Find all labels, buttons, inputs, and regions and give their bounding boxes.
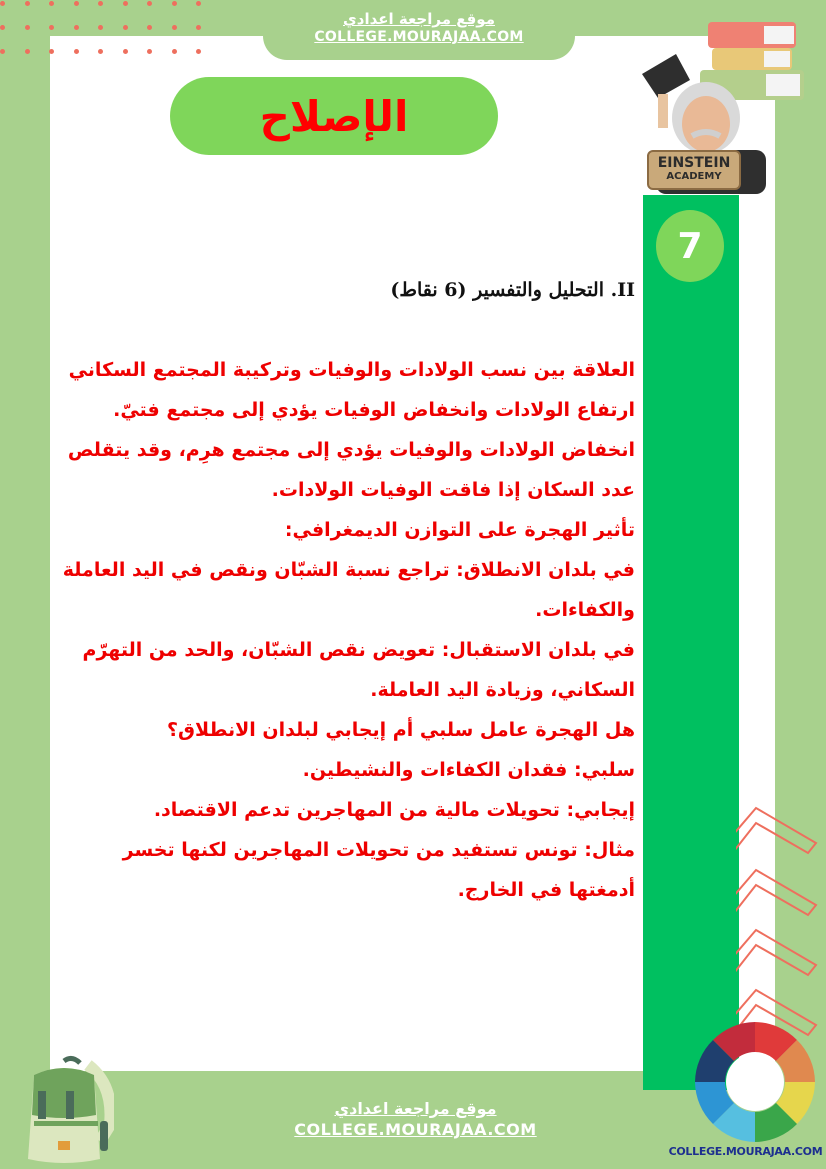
answer-line: السكاني، وزيادة اليد العاملة. <box>370 679 635 701</box>
answer-line: انخفاض الولادات والوفيات يؤدي إلى مجتمع هرِم، وقد يتقلص <box>67 439 635 461</box>
chevron-up-decoration-icon <box>736 793 826 1043</box>
answer-line: سلبي: فقدان الكفاءات والنشيطين. <box>302 759 635 781</box>
decorative-dot <box>147 49 152 54</box>
decorative-dot <box>196 25 201 30</box>
document-body <box>62 270 635 910</box>
decorative-dots <box>0 0 200 56</box>
decorative-dot <box>123 25 128 30</box>
decorative-dot <box>98 49 103 54</box>
answer-line: العلاقة بين نسب الولادات والوفيات وتركيبة المجتمع السكاني <box>68 359 635 381</box>
answer-lines <box>62 350 635 910</box>
footer-site-name[interactable]: موقع مراجعة اعدادي <box>334 1099 497 1118</box>
decorative-dot <box>49 49 54 54</box>
decorative-dot <box>25 49 30 54</box>
decorative-dot <box>123 1 128 6</box>
answer-line: ارتفاع الولادات وانخفاض الوفيات يؤدي إلى مجتمع فتيّ. <box>113 399 635 421</box>
answer-line: هل الهجرة عامل سلبي أم إيجابي لبلدان الانطلاق؟ <box>167 719 635 741</box>
page-title: الإصلاح <box>259 91 409 141</box>
answer-line: أدمغتها في الخارج. <box>457 879 635 901</box>
page-number-badge: 7 <box>656 210 724 282</box>
badge-line1: EINSTEIN <box>657 155 731 171</box>
backpack-illustration <box>14 1055 114 1167</box>
decorative-dot <box>25 1 30 6</box>
decorative-dot <box>123 49 128 54</box>
decorative-dot <box>49 25 54 30</box>
answer-line: في بلدان الانطلاق: تراجع نسبة الشبّان ونقص في اليد العاملة <box>62 559 635 581</box>
decorative-dot <box>0 1 5 6</box>
einstein-academy-badge <box>647 150 741 190</box>
decorative-dot <box>74 49 79 54</box>
section-heading: II. التحليل والتفسير (6 نقاط) <box>390 279 635 301</box>
side-accent-bar <box>643 195 739 1090</box>
answer-line: مثال: تونس تستفيد من تحويلات المهاجرين لكنها تخسر <box>122 839 635 861</box>
decorative-dot <box>74 25 79 30</box>
decorative-dot <box>147 25 152 30</box>
decorative-dot <box>49 1 54 6</box>
logo-site-label[interactable]: COLLEGE.MOURAJAA.COM <box>668 1145 823 1158</box>
header-site-name[interactable]: موقع مراجعة اعدادي <box>343 10 495 28</box>
decorative-dot <box>74 1 79 6</box>
footer-site-tab[interactable] <box>268 1073 563 1169</box>
decorative-dot <box>172 1 177 6</box>
answer-line: إيجابي: تحويلات مالية من المهاجرين تدعم الاقتصاد. <box>153 799 635 821</box>
header-site-tab[interactable] <box>263 0 575 60</box>
subjects-wheel-logo-icon <box>695 1022 815 1142</box>
decorative-dot <box>172 49 177 54</box>
decorative-dot <box>172 25 177 30</box>
decorative-dot <box>25 25 30 30</box>
page-title-pill <box>170 77 498 155</box>
answer-line: تأثير الهجرة على التوازن الديمغرافي: <box>284 519 635 541</box>
answer-line: عدد السكان إذا فاقت الوفيات الولادات. <box>271 479 635 501</box>
decorative-dot <box>0 25 5 30</box>
answer-line: في بلدان الاستقبال: تعويض نقص الشبّان، والحد من التهرّم <box>82 639 635 661</box>
decorative-dot <box>147 1 152 6</box>
header-site-url[interactable]: COLLEGE.MOURAJAA.COM <box>314 29 524 45</box>
decorative-dot <box>98 1 103 6</box>
footer-site-url[interactable]: COLLEGE.MOURAJAA.COM <box>294 1120 537 1139</box>
decorative-dot <box>98 25 103 30</box>
badge-line2: ACADEMY <box>666 171 722 182</box>
decorative-dot <box>196 1 201 6</box>
decorative-dot <box>196 49 201 54</box>
decorative-dot <box>0 49 5 54</box>
answer-line: والكفاءات. <box>535 599 635 621</box>
